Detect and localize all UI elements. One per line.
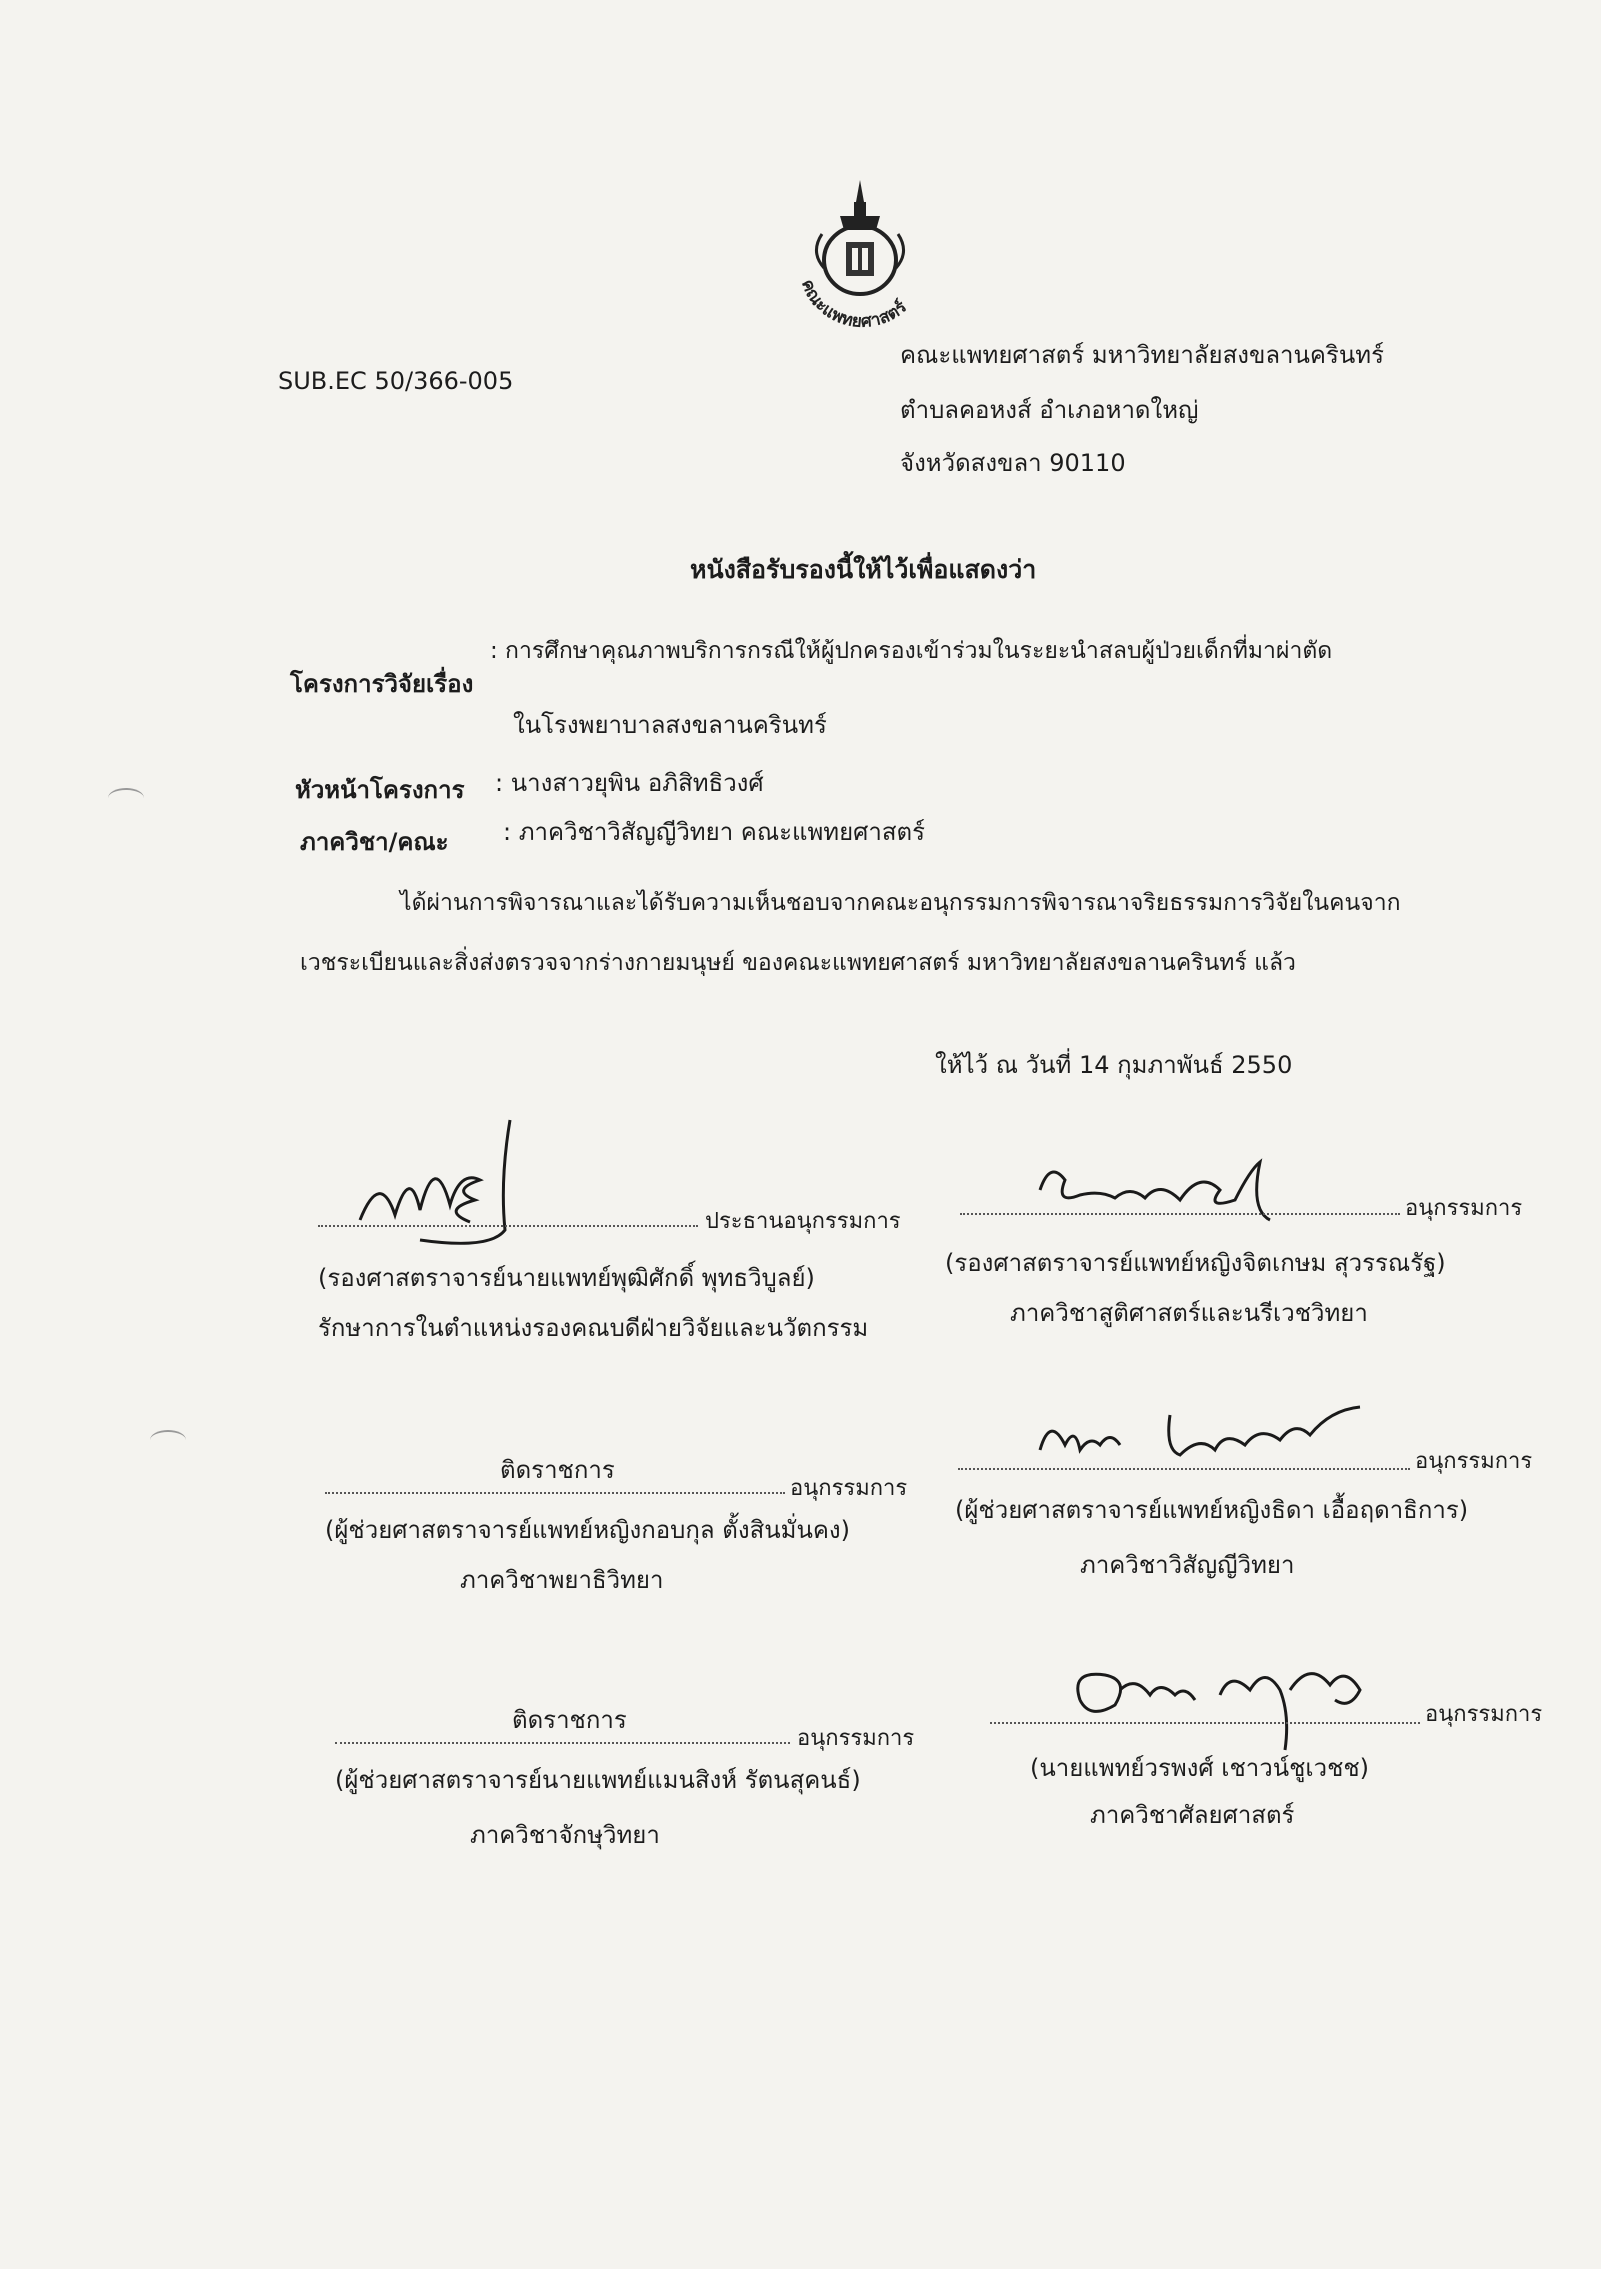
- reference-number: SUB.EC 50/366-005: [278, 367, 514, 395]
- signatory-4-position: ภาควิชาวิสัญญีวิทยา: [1080, 1551, 1295, 1579]
- statement-line-2: เวชระเบียนและสิ่งส่งตรวจจากร่างกายมนุษย์ ของคณะแพทยศาสตร์ มหาวิทยาลัยสงขลานครินทร์ แล้ว: [300, 950, 1296, 976]
- certificate-heading: หนังสือรับรองนี้ให้ไว้เพื่อแสดงว่า: [690, 555, 1037, 584]
- signatory-1-name: (รองศาสตราจารย์นายแพทย์พุฒิศักดิ์ พุทธวิบูลย์): [318, 1264, 815, 1292]
- signatory-6-name: (นายแพทย์วรพงศ์ เชาวน์ชูเวชช): [1030, 1754, 1370, 1782]
- signature-line-member-2: [960, 1213, 1400, 1215]
- signatory-5-role: อนุกรรมการ: [797, 1726, 915, 1751]
- signatory-2-role: อนุกรรมการ: [1405, 1196, 1523, 1221]
- signature-line-member-3: [325, 1492, 785, 1494]
- signatory-3-role: อนุกรรมการ: [790, 1476, 908, 1501]
- signatory-4-role: อนุกรรมการ: [1415, 1449, 1533, 1474]
- signature-chairman: [340, 1110, 570, 1260]
- signatory-6-role: อนุกรรมการ: [1425, 1702, 1543, 1727]
- department-label: ภาควิชา/คณะ: [300, 828, 449, 856]
- signature-member-2: [1020, 1150, 1320, 1230]
- department-value: : ภาควิชาวิสัญญีวิทยา คณะแพทยศาสตร์: [503, 818, 926, 846]
- statement-line-1: ได้ผ่านการพิจารณาและได้รับความเห็นชอบจากคณะอนุกรรมการพิจารณาจริยธรรมการวิจัยในคนจาก: [400, 890, 1401, 916]
- issue-date: ให้ไว้ ณ วันที่ 14 กุมภาพันธ์ 2550: [935, 1051, 1293, 1079]
- signature-line-member-5: [335, 1742, 790, 1744]
- signatory-3-name: (ผู้ช่วยศาสตราจารย์แพทย์หญิงกอบกุล ตั้งสินมั่นคง): [325, 1516, 850, 1544]
- signature-member-6: [1060, 1640, 1390, 1760]
- address-line-1: คณะแพทยศาสตร์ มหาวิทยาลัยสงขลานครินทร์: [900, 341, 1384, 369]
- signatory-1-role: ประธานอนุกรรมการ: [705, 1209, 901, 1234]
- faculty-seal-logo: [780, 172, 940, 332]
- project-title-label: โครงการวิจัยเรื่อง: [290, 670, 474, 698]
- punch-hole-mark: [150, 1430, 186, 1450]
- signatory-3-position: ภาควิชาพยาธิวิทยา: [460, 1566, 664, 1594]
- signature-line-chairman: [318, 1225, 698, 1227]
- signatory-2-position: ภาควิชาสูติศาสตร์และนรีเวชวิทยา: [1010, 1299, 1368, 1327]
- signatory-5-position: ภาควิชาจักษุวิทยา: [470, 1821, 660, 1849]
- signatory-5-name: (ผู้ช่วยศาสตราจารย์นายแพทย์แมนสิงห์ รัตนสุคนธ์): [335, 1766, 861, 1794]
- project-head-value: : นางสาวยุพิน อภิสิทธิวงศ์: [495, 769, 764, 797]
- signatory-4-name: (ผู้ช่วยศาสตราจารย์แพทย์หญิงธิดา เอื้อฤดาธิการ): [955, 1496, 1469, 1524]
- svg-text:คณะแพทยศาสตร์: [797, 277, 911, 332]
- signature-member-4: [1030, 1395, 1390, 1475]
- punch-hole-mark: [108, 788, 144, 808]
- signatory-1-position: รักษาการในตำแหน่งรองคณบดีฝ่ายวิจัยและนวัตกรรม: [318, 1314, 869, 1342]
- signatory-6-position: ภาควิชาศัลยศาสตร์: [1090, 1801, 1295, 1829]
- project-head-label: หัวหน้าโครงการ: [295, 776, 465, 804]
- project-title-line-2: ในโรงพยาบาลสงขลานครินทร์: [513, 711, 827, 739]
- project-title-line-1: : การศึกษาคุณภาพบริการกรณีให้ผู้ปกครองเข้าร่วมในระยะนำสลบผู้ป่วยเด็กที่มาผ่าตัด: [490, 638, 1333, 664]
- signature-line-member-6: [990, 1722, 1420, 1724]
- signatory-2-name: (รองศาสตราจารย์แพทย์หญิงจิตเกษม สุวรรณรัฐ): [945, 1249, 1446, 1277]
- signatory-5-status: ติดราชการ: [512, 1706, 627, 1734]
- address-line-2: ตำบลคอหงส์ อำเภอหาดใหญ่: [900, 396, 1199, 424]
- signature-line-member-4: [958, 1468, 1410, 1470]
- signatory-3-status: ติดราชการ: [500, 1456, 615, 1484]
- seal-text: คณะแพทยศาสตร์: [797, 276, 911, 332]
- address-line-3: จังหวัดสงขลา 90110: [900, 449, 1126, 477]
